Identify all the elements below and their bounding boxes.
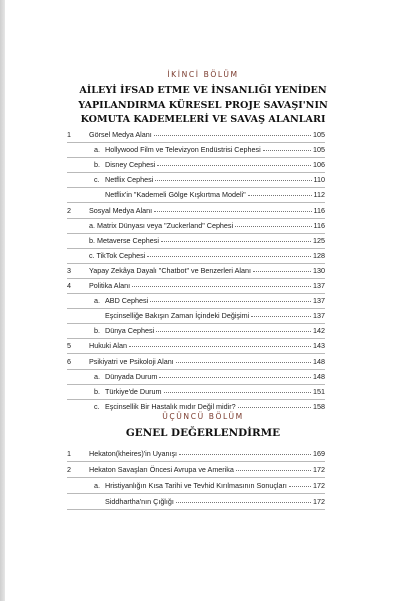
toc-entry-title: Dünya Cephesi (105, 326, 155, 335)
toc-entry-title: Yapay Zekâya Dayalı "Chatbot" ve Benzerleri Alanı (89, 266, 251, 275)
toc-part3 (5, 0, 401, 601)
part2-title-line-2: YAPILANDIRMA KÜRESEL PROJE SAVAŞI'NIN (78, 99, 328, 111)
leader-dots (289, 481, 311, 487)
toc-entry-page: 105 (313, 130, 325, 139)
toc-part2-row-17-number: a. (94, 372, 100, 381)
toc-entry-page: 130 (313, 266, 325, 275)
toc-entry-page: 172 (313, 497, 325, 506)
toc-entry-title: b. Metaverse Cephesi (89, 236, 159, 245)
toc-part2-row-11-number: 4 (67, 281, 71, 290)
toc-part2-row-6-number: 2 (67, 206, 71, 215)
row-divider (67, 461, 325, 462)
row-divider (67, 493, 325, 494)
toc-entry-page: 143 (313, 341, 325, 350)
toc-entry-page: 172 (313, 481, 325, 490)
toc-entry-page: 128 (313, 251, 325, 260)
toc-part2-row-2-number: a. (94, 145, 100, 154)
toc-part2-row-16-number: 6 (67, 357, 71, 366)
toc-entry-title: Netflix Cephesi (105, 175, 154, 184)
toc-part3-row-2 (89, 465, 325, 476)
toc-part2-row-4-number: c. (94, 175, 100, 184)
toc-entry-page: 110 (313, 175, 325, 184)
toc-entry-title: c. TikTok Cephesi (89, 251, 146, 260)
toc-entry-page: 112 (313, 190, 325, 199)
part2-label: İKİNCİ BÖLÜM (167, 70, 239, 79)
row-divider (67, 477, 325, 478)
leader-dots (179, 449, 311, 455)
toc-entry-page: 137 (313, 296, 325, 305)
toc-entry-page: 148 (313, 357, 325, 366)
toc-entry-page: 151 (313, 387, 325, 396)
toc-entry-page: 142 (313, 326, 325, 335)
toc-entry-title: ABD Cephesi (105, 296, 149, 305)
toc-entry-page: 125 (313, 236, 325, 245)
toc-entry-title: Disney Cephesi (105, 160, 156, 169)
toc-entry-title: Hekaton(kheires)'in Uyanışı (89, 449, 178, 458)
toc-entry-title: Hekaton Savaşları Öncesi Avrupa ve Amerika (89, 465, 234, 474)
toc-part2-row-19-number: c. (94, 402, 100, 411)
part3-label: ÜÇÜNCÜ BÖLÜM (162, 412, 244, 421)
toc-entry-title: a. Matrix Dünyası veya "Zuckerland" Cephesi (89, 221, 234, 230)
toc-part3-row-4 (105, 497, 325, 508)
toc-entry-title: Türkiye'de Durum (105, 387, 162, 396)
toc-entry-title: Siddhartha'nın Çığlığı (105, 497, 174, 506)
toc-part3-row-1 (89, 449, 325, 460)
toc-entry-page: 116 (313, 221, 325, 230)
toc-part3-row-1-number: 1 (67, 449, 71, 458)
toc-entry-page: 116 (313, 206, 325, 215)
toc-entry-title: Netflix'in "Kademeli Gölge Kışkırtma Modeli" (105, 190, 246, 199)
toc-entry-title: Eşcinselliğe Bakışın Zaman İçindeki Değişimi (105, 311, 250, 320)
toc-part2-row-3-number: b. (94, 160, 100, 169)
toc-part3-row-3-number: a. (94, 481, 100, 490)
part2-title-line-1: AİLEYİ İFSAD ETME VE İNSANLIĞI YENİDEN (79, 85, 327, 96)
toc-entry-title: Eşcinsellik Bir Hastalık mıdır Değil midir? (105, 402, 236, 411)
toc-part2-row-12-number: a. (94, 296, 100, 305)
toc-part2-row-18-number: b. (94, 387, 100, 396)
part2-title-line-3: KOMUTA KADEMELERİ VE SAVAŞ ALANLARI (80, 114, 326, 125)
toc-entry-title: Dünyada Durum (105, 372, 158, 381)
toc-entry-page: 105 (313, 145, 325, 154)
toc-entry-page: 106 (313, 160, 325, 169)
toc-entry-page: 137 (313, 281, 325, 290)
toc-entry-title: Hukuki Alan (89, 341, 127, 350)
book-page (5, 0, 401, 601)
toc-entry-title: Hollywood Film ve Televizyon Endüstrisi Cephesi (105, 145, 261, 154)
toc-entry-title: Psikiyatri ve Psikoloji Alanı (89, 357, 174, 366)
toc-entry-page: 169 (313, 449, 325, 458)
part3-title: GENEL DEĞERLENDİRME (125, 427, 281, 439)
toc-entry-title: Görsel Medya Alanı (89, 130, 152, 139)
leader-dots (176, 497, 311, 503)
toc-part2-row-14-number: b. (94, 326, 100, 335)
toc-entry-page: 148 (313, 372, 325, 381)
leader-dots (236, 465, 311, 471)
toc-entry-title: Sosyal Medya Alanı (89, 206, 153, 215)
toc-entry-page: 158 (313, 402, 325, 411)
toc-part2-row-15-number: 5 (67, 341, 71, 350)
toc-part2-row-1-number: 1 (67, 130, 71, 139)
toc-entry-title: Politika Alanı (89, 281, 131, 290)
toc-part3-row-3 (105, 481, 325, 492)
toc-part3-row-2-number: 2 (67, 465, 71, 474)
toc-entry-page: 172 (313, 465, 325, 474)
toc-entry-title: Hristiyanlığın Kısa Tarihi ve Tevhid Kırılmasının Sonuçları (105, 481, 287, 490)
toc-part2-row-10-number: 3 (67, 266, 71, 275)
toc-entry-page: 137 (313, 311, 325, 320)
row-divider (67, 509, 325, 510)
